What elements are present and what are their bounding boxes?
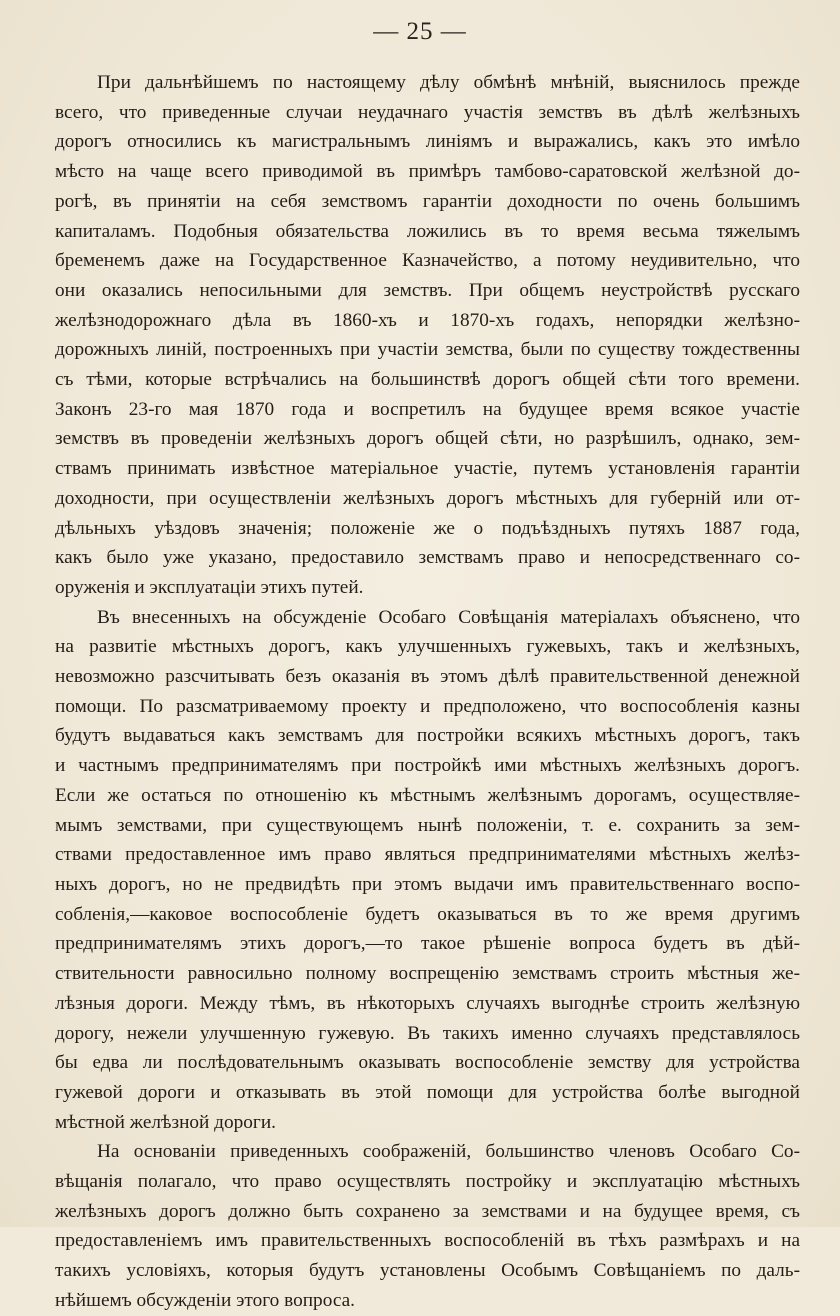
- text-line: вѣщанія полагало, что право осуществлять постройку и эксплуатацію мѣстныхъ: [55, 1171, 800, 1193]
- text-line: земствъ въ проведеніи желѣзныхъ дорогъ общей сѣти, но разрѣшилъ, однако, зем-: [55, 428, 800, 450]
- text-line: бы едва ли послѣдовательнымъ оказывать воспособленіе земству для устройства: [55, 1052, 800, 1074]
- text-line: какъ было уже указано, предоставило земствамъ право и непосредственнаго со-: [55, 547, 800, 569]
- text-line: помощи. По разсматриваемому проекту и предположено, что воспособленія казны: [55, 695, 800, 717]
- text-line: доходности, при осуществленіи желѣзныхъ дорогъ мѣстныхъ для губерній или от-: [55, 487, 800, 509]
- paragraph-3: [55, 1137, 800, 1315]
- text-line: они оказались непосильными для земствъ. При общемъ неустройствѣ русскаго: [55, 279, 800, 301]
- text-line: Законъ 23-го мая 1870 года и воспретилъ на будущее время всякое участіе: [55, 398, 800, 420]
- text-line: ствамъ принимать извѣстное матеріальное участіе, путемъ установленія гарантіи: [55, 458, 800, 480]
- text-line: нѣйшемъ обсужденіи этого вопроса.: [55, 1289, 355, 1311]
- text-line: собленія,—каковое воспособленіе будетъ оказываться въ то же время другимъ: [55, 903, 800, 925]
- text-line: желѣзныхъ дорогъ должно быть сохранено за земствами и на будущее время, съ: [55, 1200, 800, 1222]
- text-line: всего, что приведенные случаи неудачнаго участія земствъ въ дѣлѣ желѣзныхъ: [55, 101, 800, 123]
- paragraph-2: [55, 603, 800, 1138]
- text-line: оруженія и эксплуатаціи этихъ путей.: [55, 576, 364, 598]
- text-line: капиталамъ. Подобныя обязательства ложились въ то время весьма тяжелымъ: [55, 220, 800, 242]
- text-line: ствительности равносильно полному воспрещенію земствамъ строить мѣстныя же-: [55, 963, 800, 985]
- body-text: [55, 68, 800, 1316]
- text-line: съ тѣми, которые встрѣчались на большинствѣ дорогъ общей сѣти того времени.: [55, 369, 800, 391]
- text-line: При дальнѣйшемъ по настоящему дѣлу обмѣнѣ мнѣній, выяснилось прежде: [97, 72, 800, 93]
- text-line: Если же остаться по отношенію къ мѣстнымъ желѣзнымъ дорогамъ, осуществляе-: [55, 784, 800, 806]
- text-line: дорогъ относились къ магистральнымъ линіямъ и выражались, какъ это имѣло: [55, 131, 800, 153]
- text-line: такихъ условіяхъ, которыя будутъ установлены Особымъ Совѣщаніемъ по даль-: [55, 1260, 800, 1282]
- text-line: дѣльныхъ уѣздовъ значенія; положеніе же о подъѣздныхъ путяхъ 1887 года,: [55, 517, 800, 539]
- text-line: дорожныхъ линій, построенныхъ при участіи земства, были по существу тождественны: [55, 339, 800, 361]
- text-line: мымъ земствами, при существующемъ нынѣ положеніи, т. е. сохранить за зем-: [55, 814, 800, 836]
- text-line: лѣзныя дороги. Между тѣмъ, въ нѣкоторыхъ случаяхъ выгоднѣе строить желѣзную: [55, 992, 800, 1014]
- paragraph-1: [55, 68, 800, 603]
- text-line: мѣстной желѣзной дороги.: [55, 1111, 276, 1133]
- text-line: На основаніи приведенныхъ соображеній, большинство членовъ Особаго Со-: [97, 1141, 800, 1163]
- text-line: невозможно разсчитывать безъ оказанія въ этомъ дѣлѣ правительственной денежной: [55, 666, 800, 688]
- text-line: бременемъ даже на Государственное Казначейство, а потому неудивительно, что: [55, 250, 800, 272]
- text-line: мѣсто на чаще всего приводимой въ примѣръ тамбово-саратовской желѣзной до-: [55, 161, 800, 183]
- text-line: предпринимателямъ этихъ дорогъ,—то такое рѣшеніе вопроса будетъ въ дѣй-: [55, 933, 800, 955]
- text-line: желѣзнодорожнаго дѣла въ 1860-хъ и 1870-хъ годахъ, непорядки желѣзно-: [55, 309, 800, 331]
- text-line: рогѣ, въ принятіи на себя земствомъ гарантіи доходности по очень большимъ: [55, 190, 800, 212]
- text-line: дорогу, нежели улучшенную гужевую. Въ такихъ именно случаяхъ представлялось: [55, 1022, 800, 1044]
- text-line: предоставленіемъ имъ правительственныхъ воспособленій въ тѣхъ размѣрахъ и на: [55, 1230, 800, 1252]
- text-line: будутъ выдаваться какъ земствамъ для постройки всякихъ мѣстныхъ дорогъ, такъ: [55, 725, 800, 747]
- text-line: гужевой дороги и отказывать въ этой помощи для устройства болѣе выгодной: [55, 1081, 800, 1103]
- text-line: ныхъ дорогъ, но не предвидѣть при этомъ выдачи имъ правительственнаго воспо-: [55, 873, 800, 895]
- text-line: и частнымъ предпринимателямъ при постройкѣ ими мѣстныхъ желѣзныхъ дорогъ.: [55, 755, 800, 777]
- text-line: ствами предоставленное имъ право являться предпринимателями мѣстныхъ желѣз-: [55, 844, 800, 866]
- text-line: Въ внесенныхъ на обсужденіе Особаго Совѣщанія матеріалахъ объяснено, что: [97, 606, 800, 628]
- page-number: — 25 —: [373, 18, 467, 45]
- text-line: на развитіе мѣстныхъ дорогъ, какъ улучшенныхъ гужевыхъ, такъ и желѣзныхъ,: [55, 636, 800, 658]
